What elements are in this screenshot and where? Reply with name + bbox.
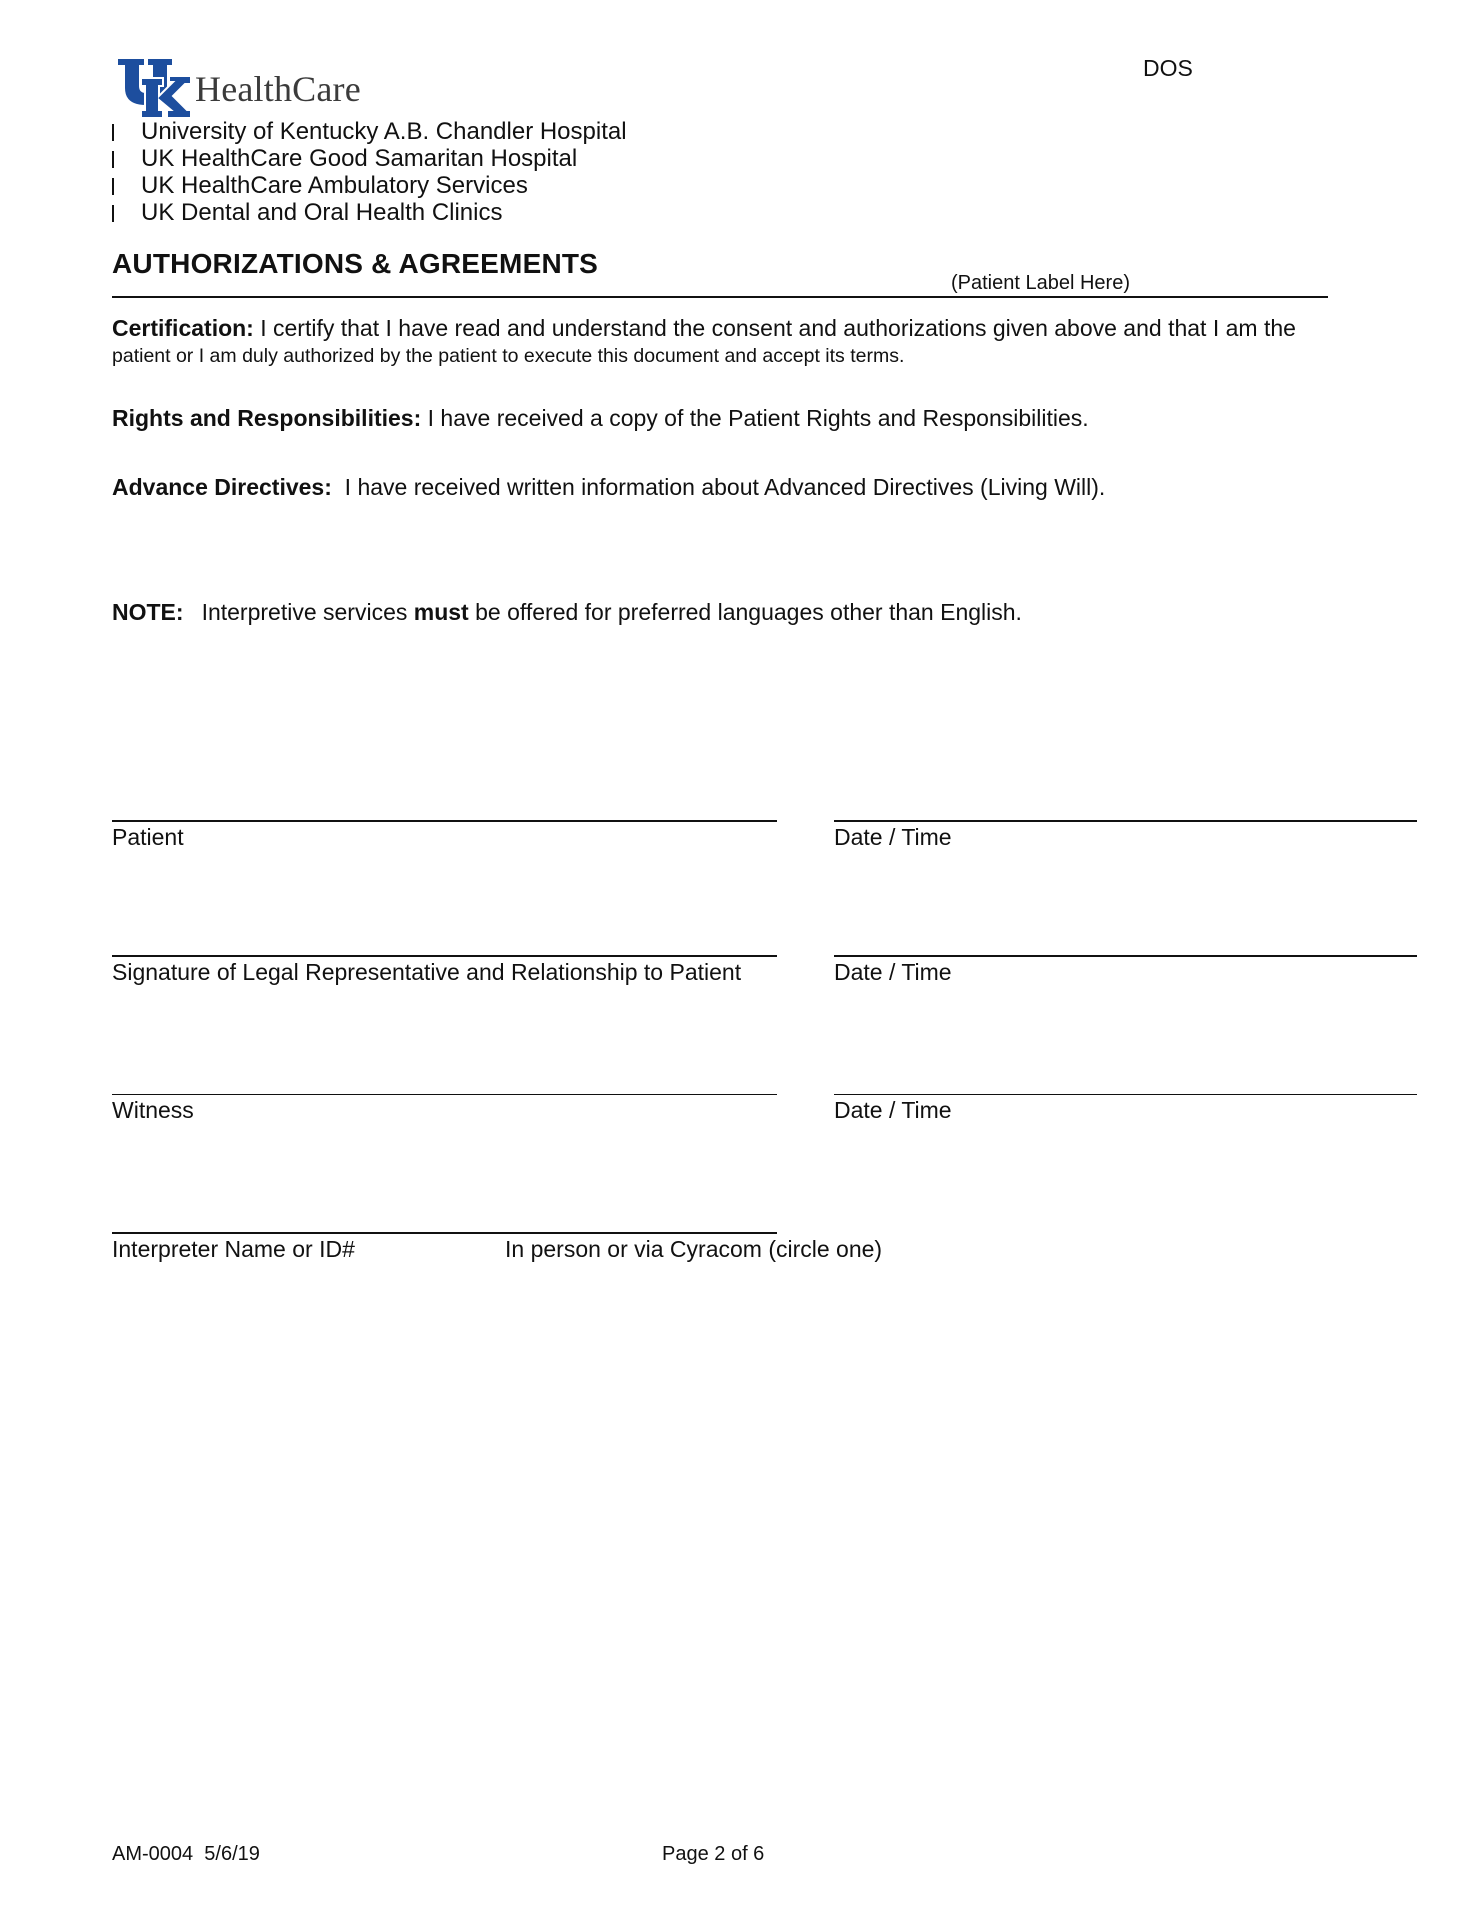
date-time-line[interactable]	[834, 955, 1417, 957]
checkbox-icon[interactable]	[112, 205, 117, 222]
form-id: AM-0004 5/6/19	[112, 1843, 260, 1865]
witness-label: Witness	[112, 1097, 194, 1123]
title-divider	[112, 296, 1328, 298]
date-time-label: Date / Time	[834, 959, 952, 985]
page-number: Page 2 of 6	[662, 1843, 765, 1865]
note-paragraph	[112, 599, 1022, 626]
legal-representative-signature-line[interactable]	[112, 955, 777, 957]
legal-representative-label: Signature of Legal Representative and Relationship to Patient	[112, 959, 742, 985]
page-title: AUTHORIZATIONS & AGREEMENTS	[112, 248, 599, 279]
note-text-end: be offered for preferred languages other than English.	[468, 599, 1022, 625]
checkbox-icon[interactable]	[112, 151, 117, 168]
facility-label: UK Dental and Oral Health Clinics	[141, 199, 503, 226]
date-time-label: Date / Time	[834, 1097, 952, 1123]
checkbox-icon[interactable]	[112, 124, 117, 141]
patient-label-area: (Patient Label Here)	[951, 272, 1130, 294]
rights-label: Rights and Responsibilities:	[112, 405, 422, 431]
facility-label: UK HealthCare Good Samaritan Hospital	[141, 145, 578, 172]
witness-signature-line[interactable]	[112, 1094, 777, 1095]
patient-signature-label: Patient	[112, 824, 184, 850]
rights-text: I have received a copy of the Patient Rights and Responsibilities.	[421, 405, 1089, 431]
advance-directives-paragraph	[112, 474, 1105, 501]
facility-list	[112, 118, 627, 226]
facility-item[interactable]	[112, 118, 627, 145]
certification-text-continued: patient or I am duly authorized by the patient to execute this document and accept its terms.	[112, 345, 905, 367]
checkbox-icon[interactable]	[112, 178, 117, 195]
date-time-label: Date / Time	[834, 824, 952, 850]
note-text: Interpretive services	[201, 599, 414, 625]
advance-label: Advance Directives:	[112, 474, 332, 500]
rights-paragraph	[112, 405, 1089, 432]
date-time-line[interactable]	[834, 1094, 1417, 1095]
certification-label: Certification:	[112, 315, 254, 341]
advance-text: I have received written information about Advanced Directives (Living Will).	[331, 474, 1106, 500]
interpreter-label: Interpreter Name or ID#	[112, 1236, 355, 1262]
note-label: NOTE:	[112, 599, 184, 625]
facility-item[interactable]	[112, 145, 627, 172]
certification-text: I certify that I have read and understand the consent and authorizations given above and that I am the	[253, 315, 1296, 341]
uk-healthcare-logo	[115, 56, 375, 118]
facility-item[interactable]	[112, 172, 627, 199]
note-emphasis: must	[413, 599, 469, 625]
certification-paragraph	[112, 315, 1382, 369]
interpreter-mode-label: In person or via Cyracom (circle one)	[505, 1236, 883, 1262]
facility-label: University of Kentucky A.B. Chandler Hospital	[141, 118, 627, 145]
date-time-line[interactable]	[834, 820, 1417, 822]
interpreter-line[interactable]	[112, 1232, 777, 1234]
patient-signature-line[interactable]	[112, 820, 777, 822]
uk-logo-icon	[115, 56, 191, 118]
facility-item[interactable]	[112, 199, 627, 226]
dos-label: DOS	[1143, 55, 1193, 81]
facility-label: UK HealthCare Ambulatory Services	[141, 172, 528, 199]
logo-text: HealthCare	[195, 69, 361, 109]
